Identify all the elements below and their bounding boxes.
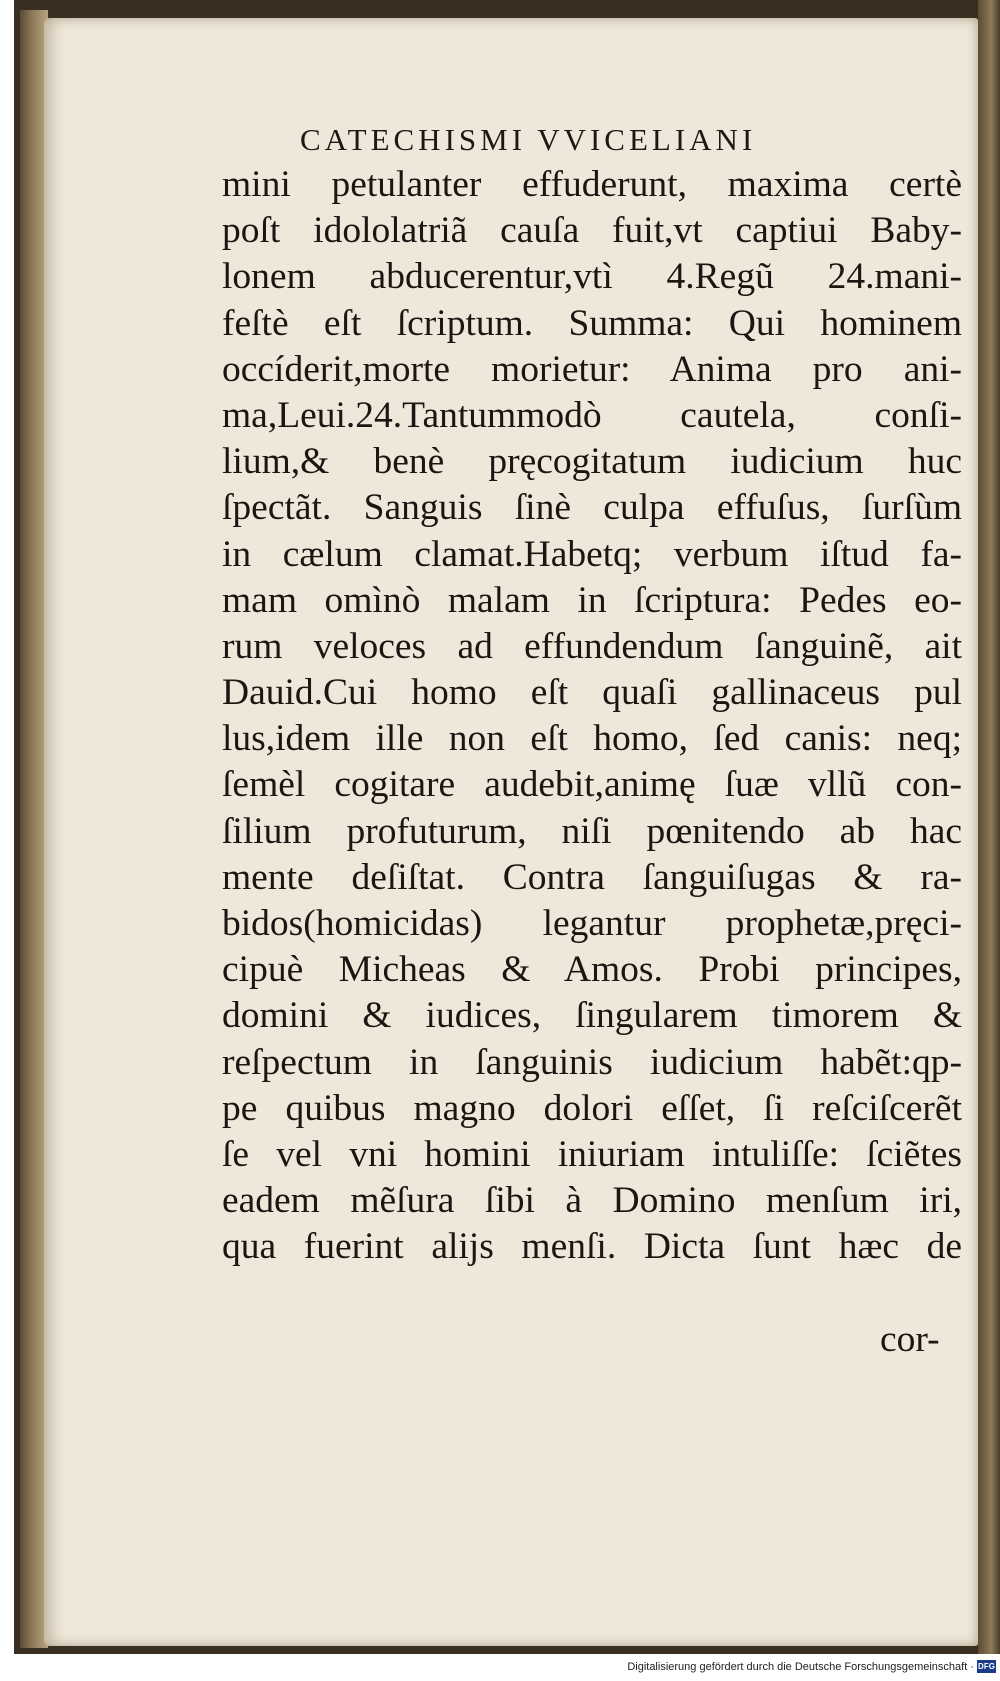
text-line: in cælum clamat.Habetq; verbum iſtud fa- (222, 533, 962, 575)
book-fore-edge (978, 0, 1000, 1654)
text-line: ſilium profuturum, niſi pœnitendo ab hac (222, 810, 962, 852)
text-line: mini petulanter effuderunt, maxima certè (222, 164, 962, 205)
running-head: CATECHISMI VVICELIANI (300, 122, 757, 157)
text-line: pe quibus magno dolori eſſet, ſi reſciſcerẽt (222, 1087, 962, 1129)
text-line: ma,Leui.24.Tantummodò cautela, conſi- (222, 394, 962, 436)
text-line: domini & iudices, ſingularem timorem & (222, 995, 962, 1037)
text-line: mente deſiſtat. Contra ſanguiſugas & ra- (222, 856, 962, 898)
text-line: bidos(homicidas) legantur prophetæ,pręci- (222, 903, 962, 944)
digitization-credit: Digitalisierung gefördert durch die Deutsche Forschungsgemeinschaft · (627, 1661, 974, 1673)
text-line: poſt idololatriã cauſa fuit,vt captiui Baby- (222, 210, 962, 252)
text-line: rum veloces ad effundendum ſanguinẽ, ait (222, 625, 962, 667)
text-line: eadem mẽſura ſibi à Domino menſum iri, (222, 1180, 962, 1222)
text-line: ſe vel vni homini iniuriam intuliſſe: ſciẽtes (222, 1133, 962, 1175)
body-text (222, 162, 962, 1271)
text-line: Dauid.Cui homo eſt quaſi gallinaceus pul (222, 672, 962, 714)
text-line: lus,idem ille non eſt homo, ſed canis: neq; (222, 718, 962, 760)
text-line: lonem abducerentur,vtì 4.Regũ 24.mani- (222, 256, 962, 298)
text-line: occíderit,morte morietur: Anima pro ani- (222, 348, 962, 390)
text-line: feſtè eſt ſcriptum. Summa: Qui hominem (222, 302, 962, 344)
text-line: cipuè Micheas & Amos. Probi principes, (222, 949, 962, 991)
text-line: mam omìnò malam in ſcriptura: Pedes eo- (222, 579, 962, 621)
dfg-logo-icon: DFG (978, 1662, 995, 1671)
catchword: cor- (880, 1319, 940, 1360)
text-line: ſpectãt. Sanguis ſinè culpa effuſus, ſurſùm (222, 487, 962, 529)
text-line: lium,& benè pręcogitatum iudicium huc (222, 441, 962, 483)
text-line: reſpectum in ſanguinis iudicium habẽt:qp- (222, 1041, 962, 1083)
text-line: qua fuerint alijs menſi. Dicta ſunt hæc de (222, 1226, 962, 1268)
text-line: ſemèl cogitare audebit,animę ſuæ vllũ con- (222, 764, 962, 806)
